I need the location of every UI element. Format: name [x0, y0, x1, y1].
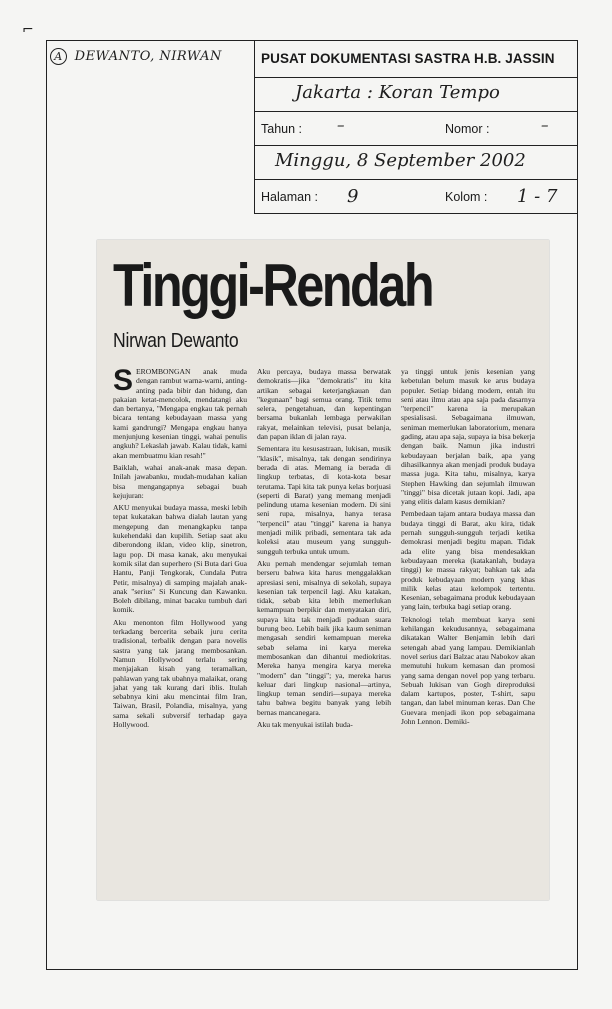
nomor-label: Nomor :	[445, 122, 490, 136]
paragraph-text: EROMBONGAN anak muda dengan rambut warna-warni, anting-anting pada bibir dan hidung, dan pakaian ketat-mencolok, mendatangi aku dan bertanya, "Mengapa engkau tak pernah bicara tentang kebudayaan massa yang kami gandrungi? Mengapa engkau hanya menjunjung kesenian tinggi, wahai penulis angkuh? Lekaslah jawab. Kalau tidak, kami akan membuatmu kian resah!"	[113, 367, 247, 460]
paragraph: Baiklah, wahai anak-anak masa depan. Inilah jawabanku, mudah-mudahan kalian bisa mengangapnya sebagai buah kejujuran:	[113, 462, 247, 500]
newspaper-name: Jakarta : Koran Tempo	[295, 82, 500, 103]
stamp-title: PUSAT DOKUMENTASI SASTRA H.B. JASSIN	[255, 40, 578, 78]
halaman-value: 9	[347, 186, 359, 207]
corner-mark: ⌐	[22, 22, 34, 38]
nomor-value: –	[541, 116, 549, 134]
stamp-row-tahun-nomor	[255, 112, 578, 146]
paragraph: Aku tak menyukai istilah buda-	[257, 719, 353, 729]
author-note-text: DEWANTO, NIRWAN	[74, 49, 222, 64]
stamp-row-date	[255, 146, 578, 180]
circled-letter: A	[50, 48, 67, 65]
paragraph: Sementara itu kesusastraan, lukisan, musik "klasik", misalnya, tak dengan sendirinya berada di atas. Memang ia berada di lingkup terbatas, di kota-kota besar terutama. Tapi kita tak punya kelas borjuasi (seperti di Barat) yang memang menjadi pelindung utama kesenian modern. Di sini seni rupa, misalnya, hanya terasa "terpencil" atau "tinggi" karena ia hanya menjadi milik pribadi, sementara tak ada koleksi atau museum yang sungguh-sungguh terbuka untuk umum.	[257, 444, 391, 556]
publication-date: Minggu, 8 September 2002	[275, 150, 526, 171]
article-column-3	[401, 367, 535, 732]
paragraph: Aku percaya, budaya massa berwatak demokratis—jika "demokratis" itu kita artikan sebagai keterjangkauan dan "kegunaan" bagi semua orang. Titik temu selera, pengetahuan, dan kepentingan bersama bukanlah lembaga perwakilan rakyat, melainkan televisi, pusat belanja, dan papan iklan di jalan raya.	[257, 367, 391, 442]
article-author: Nirwan Dewanto	[113, 330, 239, 352]
handwritten-author-note	[50, 48, 222, 65]
tahun-value: –	[337, 116, 345, 134]
paragraph: Aku menonton film Hollywood yang terkadang bercerita sebaik juru cerita tradisional, terbalik dengan para novelis sastra yang tak jarang membosankan. Namun Hollywood terlalu sering menjajakan kisah yang teramalkan, pahlawan yang tak ubahnya malaikat, orang jahat yang tak kurang dari iblis. Itulah sebabnya kini aku mencintai film Iran, Taiwan, Brasil, Polandia, misalnya, yang sama sekali subversif terhadap gaya Hollywood.	[113, 617, 247, 729]
paragraph: Pembedaan tajam antara budaya massa dan budaya tinggi di Barat, aku kira, tidak pernah sungguh-sungguh terjadi ketika demokrasi menjadi begitu mapan. Tidak ada elite yang bisa mendesakkan kebudayaan mereka (katakanlah, budaya tinggi) ke massa rakyat; bahkan tak ada produk kebudayaan modern yang khas milik kelas atau kelompok tertentu. Kesenian, sebagaimana produk kebudayaan yang lain, terbuka bagi setiap orang.	[401, 509, 535, 612]
stamp-row-halaman-kolom	[255, 180, 578, 214]
article-headline: Tinggi-Rendah	[113, 252, 433, 319]
newspaper-clipping	[97, 240, 549, 900]
article-column-1	[113, 364, 247, 732]
stamp-row-newspaper	[255, 78, 578, 112]
paragraph: Teknologi telah membuat karya seni kehilangan kekudusannya, sebagaimana dikatakan Walter Benjamin lebih dari setengah abad yang lampau. Demikianlah novel serius dari Balzac atau Nabokov akan memutuhi hukum kemasan dan promosi yang sama dengan novel pop yang terbaru. Sebuah lukisan van Gogh direproduksi dalam kartupos, poster, T-shirt, sapu tangan, dan label minuman keras. Dan Che Guevara menjadi ikon pop sebagaimana John Lennon. Demiki-	[401, 614, 535, 726]
paragraph	[113, 364, 247, 460]
kolom-label: Kolom :	[445, 190, 488, 204]
dropcap: S	[113, 364, 134, 397]
article-body	[113, 364, 537, 732]
article-column-2	[257, 367, 391, 732]
paragraph: AKU menyukai budaya massa, meski lebih tepat kukatakan bahwa dialah lautan yang mengepung dan menangkapku tanpa kukehendaki dan kupilih. Setiap saat aku diberondong iklan, video klip, sinetron, lagu pop. Di masa kanak, aku menyukai komik silat dan superhero (Si Buta dari Gua Hantu, Panji Tengkorak, Cundala Putra Petir, misalnya) di samping majalah anak-anak "serius" Si Kuncung dan Kawanku. Boleh dibilang, minat bacaku tumbuh dari komik.	[113, 503, 247, 615]
halaman-label: Halaman :	[261, 190, 318, 204]
paragraph: ya tinggi untuk jenis kesenian yang kebetulan belum masuk ke arus budaya populer. Setiap bidang modern, entah itu seni atau ilmu atau apa saja pada dasarnya "terpencil" karena ia merupakan spesialisasi. Sebagaimana ilmuwan, seniman memerlukan laboratorium, menara gading, atau apa saja, supaya ia bisa bekerja dengan baik. Namun jika industri kebudayaan berjalan baik, apa yang dihasilkannya akan menjadi produk budaya massa juga. Kita tahu, misalnya, karya Stephen Hawking dan sejumlah ilmuwan "tinggi" bisa dicetak jutaan kopi. Jadi, apa yang elitis dalam kasus demikian?	[401, 367, 535, 507]
paragraph: Aku pernah mendengar sejumlah teman berseru bahwa kita harus menggalakkan apresiasi seni, misalnya di sekolah, supaya kesenian tak terpencil lagi. Aku katakan, tidak, sebab kita lebih memerlukan kemampuan berpikir dan menyatakan diri, supaya kita tak menjadi paduan suara burung beo. Lebih baik jika kaum seniman mengasah sendiri kemampuan mereka sebab selama ini karya mereka membosankan dan dihantui mediokritas. Mereka hanya mengira karya mereka "modern" dan "tinggi"; ya, mereka harus keluar dari lingkup nasional—artinya, lingkup teman sendiri—supaya mereka tahu bahwa begitu banyak yang lebih bernas mancanegara.	[257, 558, 391, 717]
kolom-value: 1 - 7	[517, 186, 558, 207]
archive-stamp	[254, 40, 578, 214]
tahun-label: Tahun :	[261, 122, 303, 136]
